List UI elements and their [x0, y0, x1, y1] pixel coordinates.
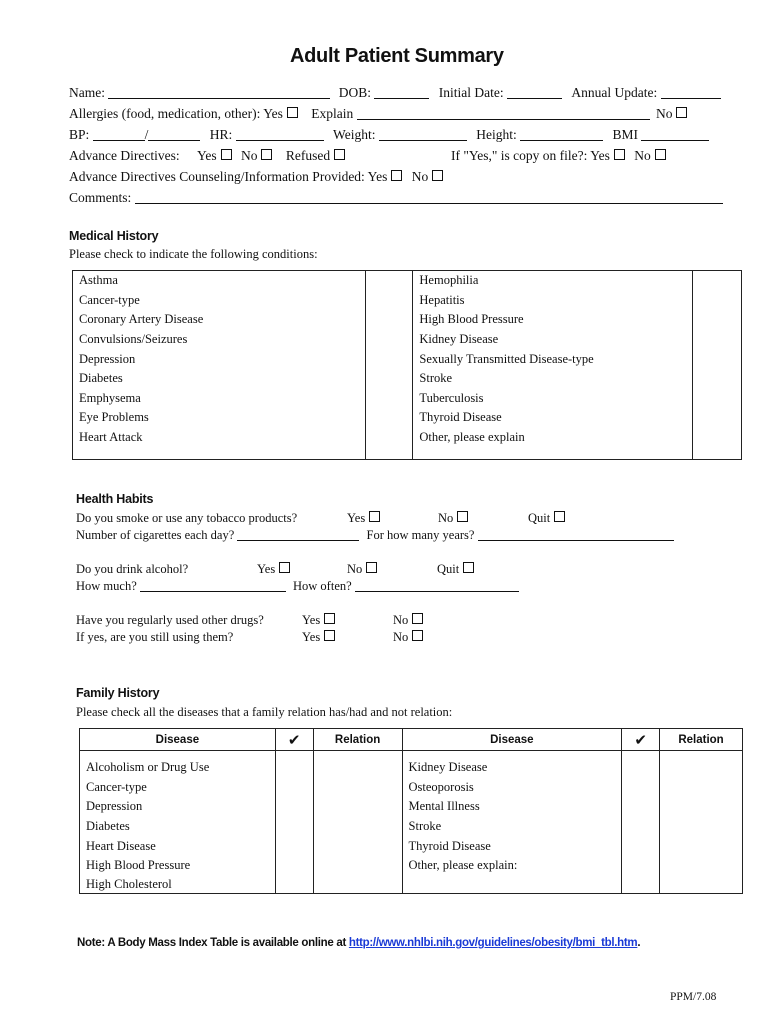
alcohol-amount-row — [76, 579, 519, 594]
condition-label: Stroke — [413, 369, 693, 389]
drugs-yes-checkbox[interactable] — [324, 613, 335, 624]
still-using-yes-checkbox[interactable] — [324, 630, 335, 641]
family-check-cell[interactable] — [622, 797, 660, 817]
drugs-yes-label: Yes — [302, 613, 321, 627]
condition-label: Tuberculosis — [413, 389, 693, 409]
hr-field[interactable] — [236, 128, 324, 141]
condition-check-cell[interactable] — [365, 291, 413, 311]
alcohol-no-label: No — [347, 562, 363, 576]
condition-check-cell[interactable] — [693, 428, 742, 448]
initial-date-field[interactable] — [507, 86, 562, 99]
page-title: Adult Patient Summary — [290, 45, 504, 67]
condition-label: Other, please explain — [413, 428, 693, 448]
condition-label: Asthma — [73, 271, 366, 291]
empty-cell — [660, 751, 743, 759]
condition-label: Convulsions/Seizures — [73, 330, 366, 350]
relation-cell[interactable] — [660, 876, 743, 894]
copy-no-label: No — [634, 148, 651, 163]
medical-history-heading: Medical History — [69, 229, 159, 243]
empty-cell — [313, 751, 402, 759]
disease-label: Stroke — [402, 817, 622, 837]
disease-label: Other, please explain: — [402, 856, 622, 876]
relation-cell[interactable] — [313, 876, 402, 894]
family-history-instruction: Please check all the diseases that a family relation has/had and not relation: — [76, 705, 453, 719]
cigarettes-field[interactable] — [237, 528, 359, 541]
condition-label: Coronary Artery Disease — [73, 310, 366, 330]
how-much-field[interactable] — [140, 579, 286, 592]
medical-history-row — [73, 291, 742, 311]
drugs-question: Have you regularly used other drugs? — [76, 613, 264, 627]
family-check-cell[interactable] — [275, 778, 313, 798]
form-code: PPM/7.08 — [670, 991, 717, 1003]
counseling-no-label: No — [411, 169, 429, 184]
health-habits-heading: Health Habits — [76, 492, 154, 506]
smoke-no-checkbox[interactable] — [457, 511, 468, 522]
family-check-cell[interactable] — [622, 836, 660, 856]
alcohol-yes — [257, 562, 290, 577]
fh-col-check-left: ✔ — [275, 729, 313, 751]
copy-no-checkbox[interactable] — [655, 149, 666, 160]
cigarettes-row — [76, 528, 674, 543]
bmi-field[interactable] — [641, 128, 709, 141]
family-history-spacer-row — [80, 751, 743, 759]
copy-on-file-row — [451, 148, 666, 164]
family-history-row — [80, 876, 743, 894]
allergies-explain-field[interactable] — [357, 107, 650, 120]
family-history-table — [79, 728, 743, 894]
bp-slash: / — [144, 127, 149, 142]
condition-check-cell[interactable] — [693, 291, 742, 311]
condition-check-cell[interactable] — [693, 369, 742, 389]
family-check-cell[interactable] — [275, 876, 313, 894]
alcohol-yes-checkbox[interactable] — [279, 562, 290, 573]
dob-label: DOB: — [338, 85, 372, 100]
initial-date-label: Initial Date: — [438, 85, 504, 100]
family-check-cell[interactable] — [275, 797, 313, 817]
family-check-cell[interactable] — [622, 817, 660, 837]
allergies-yes-checkbox[interactable] — [287, 107, 298, 118]
allergies-label: Allergies (food, medication, other): Yes — [69, 106, 283, 121]
family-check-cell[interactable] — [622, 778, 660, 798]
smoke-yes — [347, 511, 380, 526]
smoke-question: Do you smoke or use any tobacco products? — [76, 511, 298, 525]
copy-yes-checkbox[interactable] — [614, 149, 625, 160]
height-field[interactable] — [520, 128, 603, 141]
name-field[interactable] — [108, 86, 330, 99]
family-check-cell[interactable] — [275, 758, 313, 778]
condition-check-cell[interactable] — [693, 389, 742, 409]
condition-label: Depression — [73, 349, 366, 369]
condition-label: Thyroid Disease — [413, 408, 693, 428]
height-label: Height: — [476, 127, 517, 142]
family-history-row — [80, 797, 743, 817]
drugs-no-checkbox[interactable] — [412, 613, 423, 624]
empty-cell — [365, 447, 413, 460]
ad-no-checkbox[interactable] — [261, 149, 272, 160]
condition-check-cell[interactable] — [365, 349, 413, 369]
alcohol-question: Do you drink alcohol? — [76, 562, 189, 576]
condition-label: Cancer-type — [73, 291, 366, 311]
comments-field[interactable] — [135, 191, 723, 204]
smoke-no — [438, 511, 468, 526]
medical-history-instruction: Please check to indicate the following conditions: — [69, 247, 318, 261]
ad-refused-label: Refused — [285, 148, 331, 163]
condition-label: Kidney Disease — [413, 330, 693, 350]
relation-cell[interactable] — [660, 778, 743, 798]
hr-label: HR: — [209, 127, 233, 142]
bmi-label: BMI — [612, 127, 638, 142]
medical-history-row — [73, 369, 742, 389]
name-row — [69, 85, 721, 101]
smoke-quit-checkbox[interactable] — [554, 511, 565, 522]
condition-check-cell[interactable] — [693, 330, 742, 350]
medical-history-table — [72, 270, 742, 460]
relation-cell[interactable] — [313, 836, 402, 856]
disease-label: Mental Illness — [402, 797, 622, 817]
drugs-no — [393, 613, 423, 628]
still-using-no-checkbox[interactable] — [412, 630, 423, 641]
smoke-yes-checkbox[interactable] — [369, 511, 380, 522]
weight-label: Weight: — [333, 127, 376, 142]
bp-diastolic-field[interactable] — [148, 128, 200, 141]
how-often-field[interactable] — [355, 579, 519, 592]
relation-cell[interactable] — [660, 758, 743, 778]
advance-directives-row — [69, 148, 345, 164]
empty-cell — [622, 751, 660, 759]
family-check-cell[interactable] — [622, 876, 660, 894]
disease-label: Heart Disease — [80, 836, 276, 856]
fh-col-check-right: ✔ — [622, 729, 660, 751]
still-using-yes — [302, 630, 335, 645]
disease-label: High Blood Pressure — [80, 856, 276, 876]
bmi-note-text: Note: A Body Mass Index Table is available online at — [77, 937, 349, 949]
condition-label: Hepatitis — [413, 291, 693, 311]
medical-history-row — [73, 428, 742, 448]
relation-cell[interactable] — [313, 856, 402, 876]
annual-update-field[interactable] — [661, 86, 721, 99]
condition-label: Eye Problems — [73, 408, 366, 428]
counseling-yes-checkbox[interactable] — [391, 170, 402, 181]
empty-cell — [693, 447, 742, 460]
still-using-no-label: No — [393, 630, 409, 644]
condition-check-cell[interactable] — [693, 271, 742, 291]
smoke-quit-label: Quit — [528, 511, 551, 525]
condition-label: Hemophilia — [413, 271, 693, 291]
condition-label: Emphysema — [73, 389, 366, 409]
explain-label: Explain — [311, 106, 354, 121]
condition-check-cell[interactable] — [365, 428, 413, 448]
empty-cell — [275, 751, 313, 759]
medical-history-spacer-row — [73, 447, 742, 460]
bmi-note — [77, 937, 640, 949]
family-check-cell[interactable] — [275, 856, 313, 876]
smoke-no-label: No — [438, 511, 454, 525]
drugs-yes — [302, 613, 335, 628]
condition-check-cell[interactable] — [365, 369, 413, 389]
family-history-row — [80, 758, 743, 778]
disease-label: Depression — [80, 797, 276, 817]
annual-update-label: Annual Update: — [571, 85, 658, 100]
ad-yes-label: Yes — [196, 148, 217, 163]
counseling-no-checkbox[interactable] — [432, 170, 443, 181]
empty-cell — [413, 447, 693, 460]
bp-label: BP: — [69, 127, 90, 142]
smoke-yes-label: Yes — [347, 511, 366, 525]
medical-history-row — [73, 330, 742, 350]
relation-cell[interactable] — [313, 778, 402, 798]
ad-no-label: No — [240, 148, 258, 163]
advance-directives-label: Advance Directives: — [69, 148, 180, 163]
family-history-row — [80, 778, 743, 798]
alcohol-yes-label: Yes — [257, 562, 276, 576]
condition-check-cell[interactable] — [693, 408, 742, 428]
condition-check-cell[interactable] — [365, 408, 413, 428]
years-label: For how many years? — [366, 528, 475, 542]
dob-field[interactable] — [374, 86, 429, 99]
allergies-no-label: No — [655, 106, 673, 121]
counseling-label: Advance Directives Counseling/Information Provided: Yes — [69, 169, 388, 184]
disease-label: Diabetes — [80, 817, 276, 837]
condition-check-cell[interactable] — [365, 389, 413, 409]
condition-label: Sexually Transmitted Disease-type — [413, 349, 693, 369]
still-using-yes-label: Yes — [302, 630, 321, 644]
relation-cell[interactable] — [660, 817, 743, 837]
disease-label — [402, 876, 622, 894]
smoke-quit — [528, 511, 565, 526]
drugs-no-label: No — [393, 613, 409, 627]
family-check-cell[interactable] — [622, 758, 660, 778]
cigarettes-question: Number of cigarettes each day? — [76, 528, 235, 542]
condition-label: High Blood Pressure — [413, 310, 693, 330]
allergies-no-checkbox[interactable] — [676, 107, 687, 118]
family-history-row — [80, 817, 743, 837]
condition-check-cell[interactable] — [365, 271, 413, 291]
family-history-heading: Family History — [76, 686, 160, 700]
empty-cell — [73, 447, 366, 460]
medical-history-row — [73, 408, 742, 428]
empty-cell — [80, 751, 276, 759]
relation-cell[interactable] — [313, 797, 402, 817]
comments-row — [69, 190, 723, 206]
relation-cell[interactable] — [660, 856, 743, 876]
fh-col-disease-right: Disease — [402, 729, 622, 751]
still-using-question: If yes, are you still using them? — [76, 630, 234, 644]
disease-label: Cancer-type — [80, 778, 276, 798]
family-check-cell[interactable] — [622, 856, 660, 876]
bmi-table-link[interactable]: http://www.nhlbi.nih.gov/guidelines/obesity/bmi_tbl.htm — [348, 937, 638, 949]
ad-refused-checkbox[interactable] — [334, 149, 345, 160]
disease-label: Thyroid Disease — [402, 836, 622, 856]
alcohol-quit — [437, 562, 474, 577]
condition-check-cell[interactable] — [693, 349, 742, 369]
family-check-cell[interactable] — [275, 836, 313, 856]
empty-cell — [402, 751, 622, 759]
vitals-row — [69, 127, 709, 143]
alcohol-quit-checkbox[interactable] — [463, 562, 474, 573]
ad-yes-checkbox[interactable] — [221, 149, 232, 160]
disease-label: Kidney Disease — [402, 758, 622, 778]
comments-label: Comments: — [69, 190, 132, 205]
relation-cell[interactable] — [660, 836, 743, 856]
disease-label: High Cholesterol — [80, 876, 276, 894]
medical-history-row — [73, 389, 742, 409]
condition-label: Diabetes — [73, 369, 366, 389]
condition-check-cell[interactable] — [693, 310, 742, 330]
condition-check-cell[interactable] — [365, 330, 413, 350]
family-check-cell[interactable] — [275, 817, 313, 837]
relation-cell[interactable] — [313, 758, 402, 778]
condition-label: Heart Attack — [73, 428, 366, 448]
condition-check-cell[interactable] — [365, 310, 413, 330]
alcohol-no — [347, 562, 377, 577]
relation-cell[interactable] — [313, 817, 402, 837]
disease-label: Osteoporosis — [402, 778, 622, 798]
fh-col-disease-left: Disease — [80, 729, 276, 751]
bmi-note-end: . — [637, 937, 641, 949]
how-much-label: How much? — [76, 579, 137, 593]
fh-col-relation-right: Relation — [660, 729, 743, 751]
medical-history-row — [73, 349, 742, 369]
copy-on-file-label: If "Yes," is copy on file?: Yes — [451, 148, 610, 163]
how-often-label: How often? — [293, 579, 352, 593]
alcohol-quit-label: Quit — [437, 562, 460, 576]
medical-history-row — [73, 271, 742, 291]
counseling-row — [69, 169, 443, 185]
family-history-row — [80, 836, 743, 856]
weight-field[interactable] — [379, 128, 467, 141]
name-label: Name: — [69, 85, 105, 100]
relation-cell[interactable] — [660, 797, 743, 817]
alcohol-no-checkbox[interactable] — [366, 562, 377, 573]
still-using-no — [393, 630, 423, 645]
family-history-row — [80, 856, 743, 876]
allergies-row — [69, 106, 687, 122]
disease-label: Alcoholism or Drug Use — [80, 758, 276, 778]
fh-col-relation-left: Relation — [313, 729, 402, 751]
bp-systolic-field[interactable] — [93, 128, 145, 141]
medical-history-row — [73, 310, 742, 330]
years-field[interactable] — [478, 528, 674, 541]
